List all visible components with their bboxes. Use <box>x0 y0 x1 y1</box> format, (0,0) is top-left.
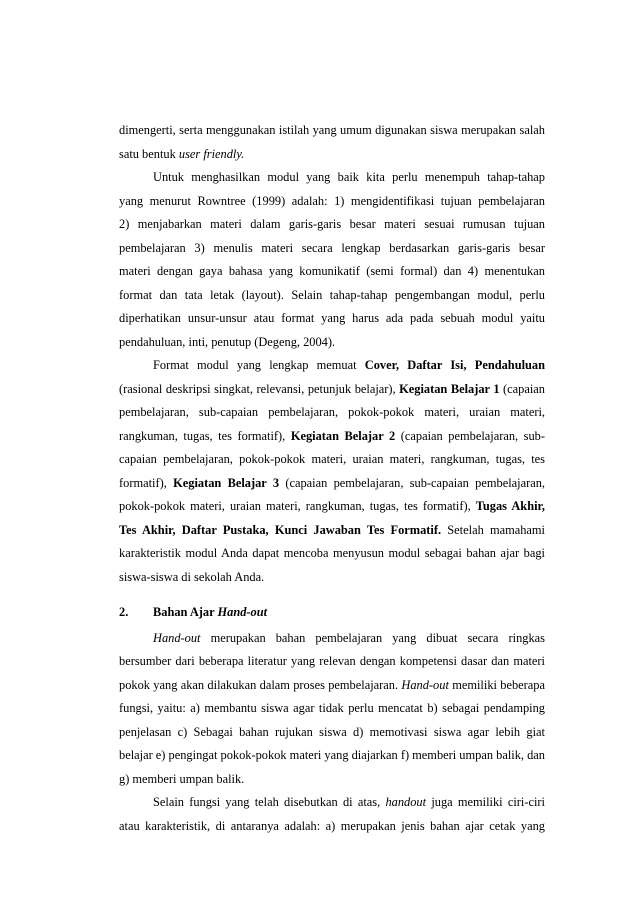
bold-run: Tugas Akhir, Tes Akhir, Daftar Pustaka, Kunci Jawaban Tes Formatif. <box>119 499 545 537</box>
text-run: memiliki beberapa fungsi, yaitu: a) membantu siswa agar tidak perlu mencatat b) sebagai pendamping penjelasan c) Sebagai bahan rujukan siswa d) memotivasi siswa agar lebih giat belajar e) pengingat pokok-pokok materi yang diajarkan f) memberi umpan balik, dan g) memberi umpan balik. <box>119 677 545 786</box>
italic-run: handout <box>385 795 427 809</box>
text-line: Untuk menghasilkan modul yang baik kita perlu menempuh tahap-tahap <box>153 170 545 184</box>
section-title: Bahan Ajar <box>153 605 218 619</box>
paragraph-handout <box>119 627 545 792</box>
section-heading <box>119 601 545 625</box>
paragraph-continued <box>119 119 545 166</box>
bold-run: Kegiatan Belajar 1 <box>399 381 500 396</box>
text-run: Setelah mamahami karakteristik modul Anda dapat mencoba menyusun modul sebagai bahan ajar bagi siswa-siswa di sekolah Anda. <box>119 522 546 584</box>
text-run: (rasional deskripsi singkat, relevansi, petunjuk belajar), <box>119 381 400 396</box>
bold-run: Kegiatan Belajar 2 <box>290 428 396 443</box>
text-line: pembelajaran 3) menulis materi secara lengkap berdasarkan garis-garis besar <box>119 240 545 255</box>
section-title-italic: Hand-out <box>217 605 268 619</box>
bold-run: Kegiatan Belajar 3 <box>173 475 280 490</box>
text-run: Selain fungsi yang telah disebutkan di atas, <box>153 795 386 809</box>
paragraph-module-format <box>119 354 545 589</box>
page-content <box>119 119 545 838</box>
italic-run: Hand-out <box>153 630 201 645</box>
text-run: (capaian pembelajaran, sub-capaian pembelajaran, pokok-pokok materi, uraian materi, rangkuman, tugas, tes formatif), <box>119 381 545 443</box>
text-line: format dan tata letak (layout). Selain tahap-tahap pengembangan modul, perlu <box>119 287 545 302</box>
text-run: juga memiliki ciri-ciri atau karakteristik, di antaranya adalah: a) merupakan jenis bahan ajar cetak yang <box>119 795 546 833</box>
text-line: yang menurut Rowntree (1999) adalah: 1) mengidentifikasi tujuan pembelajaran <box>119 193 545 208</box>
italic-run: Hand-out <box>401 677 449 692</box>
paragraph-handout-characteristics <box>119 791 545 838</box>
text-line: diperhatikan unsur-unsur atau format yang harus ada pada sebuah modul yaitu <box>119 311 545 325</box>
paragraph-module-steps <box>119 166 545 354</box>
text-line: pendahuluan, inti, penutup (Degeng, 2004). <box>119 334 336 349</box>
text-run: (capaian pembelajaran, sub-capaian pembelajaran, pokok-pokok materi, uraian materi, rangkuman, tugas, tes formatif), <box>119 428 545 490</box>
text-run: dimengerti, serta menggunakan istilah yang umum digunakan siswa merupakan salah satu bentuk <box>119 123 545 161</box>
bold-run: Cover, Daftar Isi, Pendahuluan <box>364 358 546 372</box>
text-run: (capaian pembelajaran, sub-capaian pembelajaran, pokok-pokok materi, uraian materi, rangkuman, tugas, tes formatif), <box>119 475 545 513</box>
text-run: Format modul yang lengkap memuat <box>153 358 365 372</box>
text-run: merupakan bahan pembelajaran yang dibuat secara ringkas bersumber dari beberapa literatur yang relevan dengan kompetensi dasar dan materi pokok yang akan dilakukan dalam proses pembelajaran. <box>119 630 545 692</box>
section-number: 2. <box>119 605 129 619</box>
text-line: materi dengan gaya bahasa yang komunikatif (semi formal) dan 4) menentukan <box>119 264 545 278</box>
italic-run: user friendly. <box>178 146 245 161</box>
text-line: 2) menjabarkan materi dalam garis-garis besar materi sesuai rumusan tujuan <box>119 217 545 231</box>
